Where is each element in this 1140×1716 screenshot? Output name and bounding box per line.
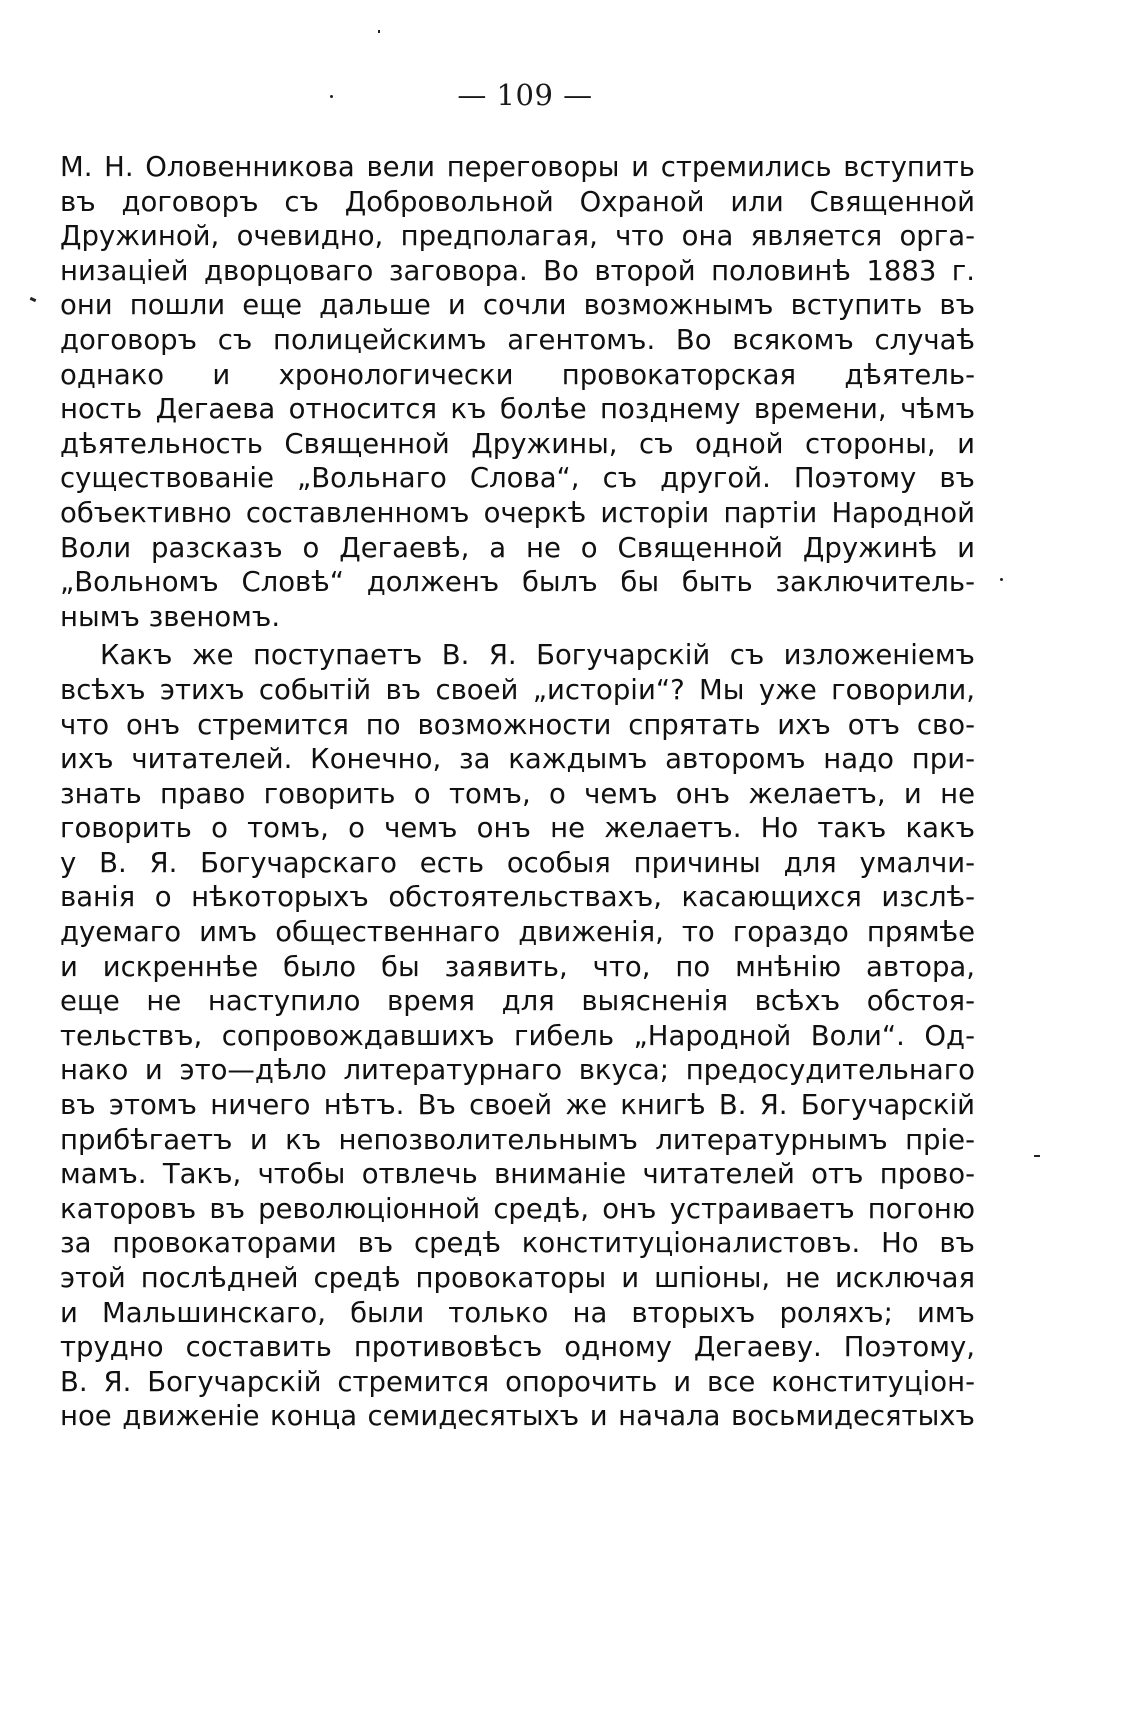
text-line: М. Н. Оловенникова вели переговоры и стремились вступить <box>60 151 975 183</box>
text-line: всѣхъ этихъ событій въ своей „исторіи“? Мы уже говорили, <box>60 673 975 706</box>
text-line: В. Я. Богучарскій стремится опорочить и все конституціон- <box>60 1365 975 1398</box>
text-line: нымъ звеномъ. <box>60 600 281 633</box>
body-text <box>60 150 975 1434</box>
text-line: и Мальшинскаго, были только на вторыхъ роляхъ; имъ <box>60 1296 975 1329</box>
text-line: трудно составить противовѣсъ одному Дегаеву. Поэтому, <box>60 1331 975 1364</box>
text-line: Какъ же поступаетъ В. Я. Богучарскій съ изложеніемъ <box>100 639 975 672</box>
scan-speck <box>378 30 380 33</box>
text-line: нако и это—дѣло литературнаго вкуса; предосудительнаго <box>60 1054 975 1087</box>
text-line: и искреннѣе было бы заявить, что, по мнѣнію автора, <box>60 950 975 983</box>
text-line: говорить о томъ, о чемъ онъ не желаетъ. Но такъ какъ <box>60 812 975 845</box>
scan-speck <box>1000 578 1003 581</box>
paragraph-2 <box>60 638 975 1434</box>
text-line: что онъ стремится по возможности спрятать ихъ отъ сво- <box>60 708 975 741</box>
text-line: ихъ читателей. Конечно, за каждымъ авторомъ надо при- <box>60 743 975 776</box>
text-line: Дружиной, очевидно, предполагая, что она является орга- <box>60 220 975 253</box>
text-line: еще не наступило время для выясненія всѣхъ обстоя- <box>60 985 975 1018</box>
text-line: ванія о нѣкоторыхъ обстоятельствахъ, касающихся изслѣ- <box>60 881 975 914</box>
text-line: за провокаторами въ средѣ конституціоналистовъ. Но въ <box>60 1227 975 1260</box>
text-line: Воли разсказъ о Дегаевѣ, а не о Священной Дружинѣ и <box>60 531 975 564</box>
scan-speck <box>1034 1155 1040 1157</box>
page-number: — 109 — <box>457 78 593 112</box>
text-line: ное движеніе конца семидесятыхъ и начала восьмидесятыхъ <box>60 1400 975 1433</box>
text-line: низаціей дворцоваго заговора. Во второй половинѣ 1883 г. <box>60 254 975 287</box>
text-line: однако и хронологически провокаторская дѣятель- <box>60 358 975 391</box>
scan-speck <box>330 95 333 98</box>
text-line: въ этомъ ничего нѣтъ. Въ своей же книгѣ В. Я. Богучарскій <box>60 1089 975 1122</box>
text-line: прибѣгаетъ и къ непозволительнымъ литературнымъ пріе- <box>60 1123 975 1156</box>
text-line: дѣятельность Священной Дружины, съ одной стороны, и <box>60 427 975 460</box>
scan-speck <box>30 297 37 302</box>
text-line: у В. Я. Богучарскаго есть особыя причины для умалчи- <box>60 846 975 879</box>
text-line: въ договоръ съ Добровольной Охраной или Священной <box>60 185 975 218</box>
text-line: каторовъ въ революціонной средѣ, онъ устраиваетъ погоню <box>60 1192 975 1225</box>
text-line: договоръ съ полицейскимъ агентомъ. Во всякомъ случаѣ <box>60 323 975 356</box>
text-line: „Вольномъ Словѣ“ долженъ былъ бы быть заключитель- <box>60 566 975 599</box>
text-line: знать право говорить о томъ, о чемъ онъ желаетъ, и не <box>60 777 975 810</box>
text-line: дуемаго имъ общественнаго движенія, то гораздо прямѣе <box>60 916 975 949</box>
text-line: этой послѣдней средѣ провокаторы и шпіоны, не исключая <box>60 1262 975 1294</box>
text-line: существованіе „Вольнаго Слова“, съ другой. Поэтому въ <box>60 462 975 495</box>
text-line: мамъ. Такъ, чтобы отвлечь вниманіе читателей отъ прово- <box>60 1158 975 1191</box>
paragraph-1 <box>60 150 975 634</box>
text-line: тельствъ, сопровождавшихъ гибель „Народной Воли“. Од- <box>60 1019 975 1052</box>
text-line: они пошли еще дальше и сочли возможнымъ вступить въ <box>60 289 975 322</box>
text-line: ность Дегаева относится къ болѣе позднему времени, чѣмъ <box>60 393 975 426</box>
text-line: объективно составленномъ очеркѣ исторіи партіи Народной <box>60 496 975 529</box>
